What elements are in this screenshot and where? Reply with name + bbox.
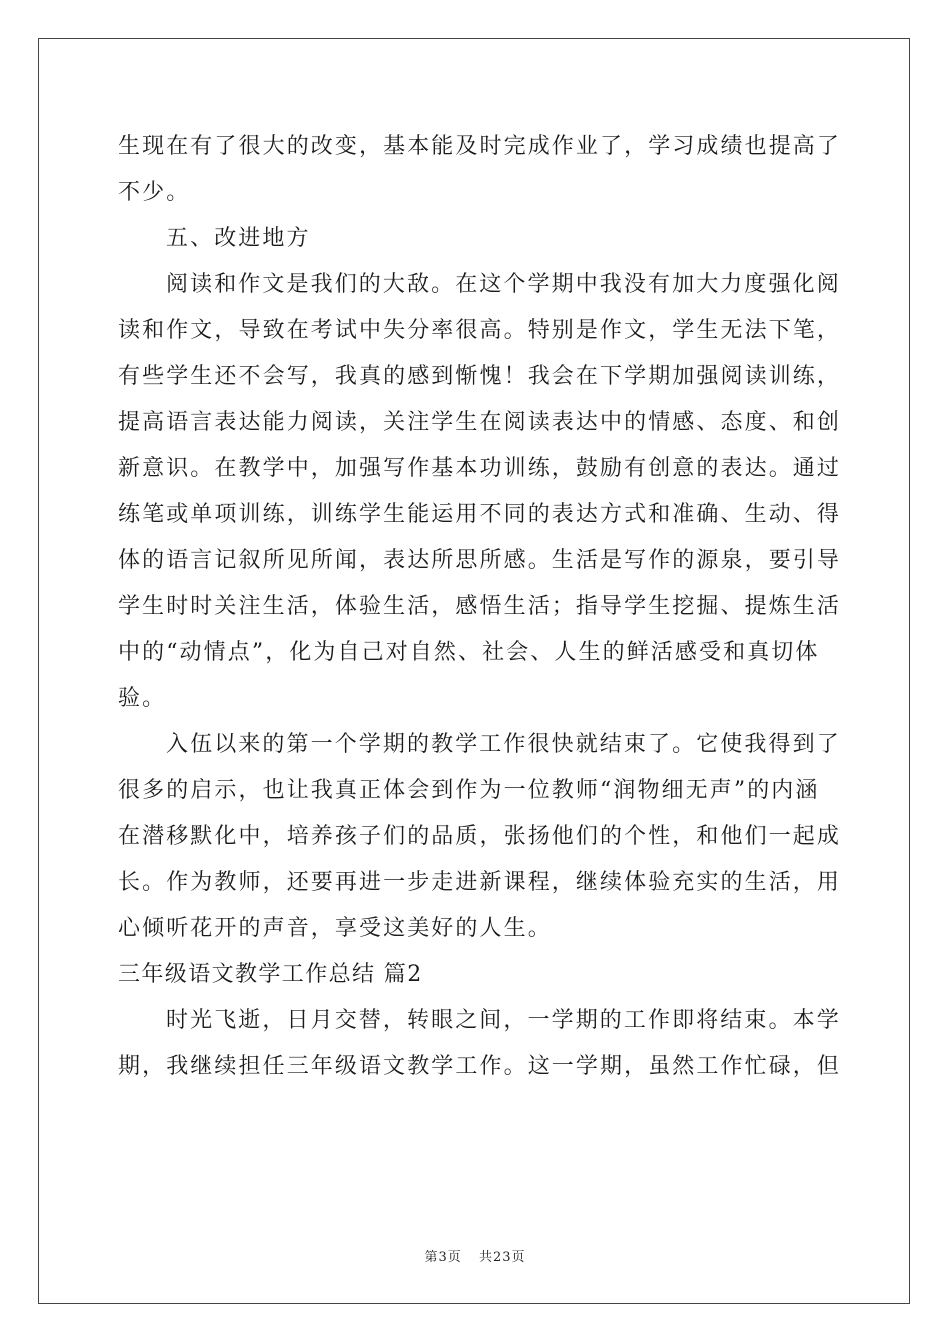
text-line: 在潜移默化中，培养孩子们的品质，张扬他们的个性，和他们一起成 xyxy=(118,824,842,849)
page-number: 第3页 xyxy=(424,1250,462,1265)
text-line: 时光飞逝，日月交替，转眼之间，一学期的工作即将结束。本学 xyxy=(166,1008,841,1033)
text-line: 阅读和作文是我们的大敌。在这个学期中我没有加大力度强化阅 xyxy=(166,272,841,297)
text-line: 提高语言表达能力阅读，关注学生在阅读表达中的情感、态度、和创 xyxy=(118,410,842,435)
page-total: 共23页 xyxy=(478,1250,526,1265)
text-line: 中的“动情点”，化为自己对自然、社会、人生的鲜活感受和真切体 xyxy=(118,640,820,665)
text-line: 读和作文，导致在考试中失分率很高。特别是作文，学生无法下笔， xyxy=(118,318,842,343)
text-line: 体的语言记叙所见所闻，表达所思所感。生活是写作的源泉，要引导 xyxy=(118,548,842,573)
text-line: 有些学生还不会写，我真的感到惭愧！我会在下学期加强阅读训练， xyxy=(118,364,842,389)
text-line: 长。作为教师，还要再进一步走进新课程，继续体验充实的生活，用 xyxy=(118,870,842,895)
text-line: 练笔或单项训练，训练学生能运用不同的表达方式和准确、生动、得 xyxy=(118,502,842,527)
text-line: 入伍以来的第一个学期的教学工作很快就结束了。它使我得到了 xyxy=(166,732,841,757)
text-line: 生现在有了很大的改变，基本能及时完成作业了，学习成绩也提高了 xyxy=(118,134,842,159)
document-body xyxy=(118,124,842,1090)
section-heading: 五、改进地方 xyxy=(166,226,311,251)
text-line: 新意识。在教学中，加强写作基本功训练，鼓励有创意的表达。通过 xyxy=(118,456,842,481)
text-line: 很多的启示，也让我真正体会到作为一位教师“润物细无声”的内涵 xyxy=(118,778,820,803)
text-line: 心倾听花开的声音，享受这美好的人生。 xyxy=(118,916,552,941)
article-title: 三年级语文教学工作总结 篇2 xyxy=(118,962,423,987)
text-line: 期，我继续担任三年级语文教学工作。这一学期，虽然工作忙碌，但 xyxy=(118,1054,842,1079)
text-line: 验。 xyxy=(118,686,167,711)
text-line: 不少。 xyxy=(118,180,191,205)
page-footer xyxy=(0,1246,950,1265)
text-line: 学生时时关注生活，体验生活，感悟生活；指导学生挖掘、提炼生活 xyxy=(118,594,842,619)
